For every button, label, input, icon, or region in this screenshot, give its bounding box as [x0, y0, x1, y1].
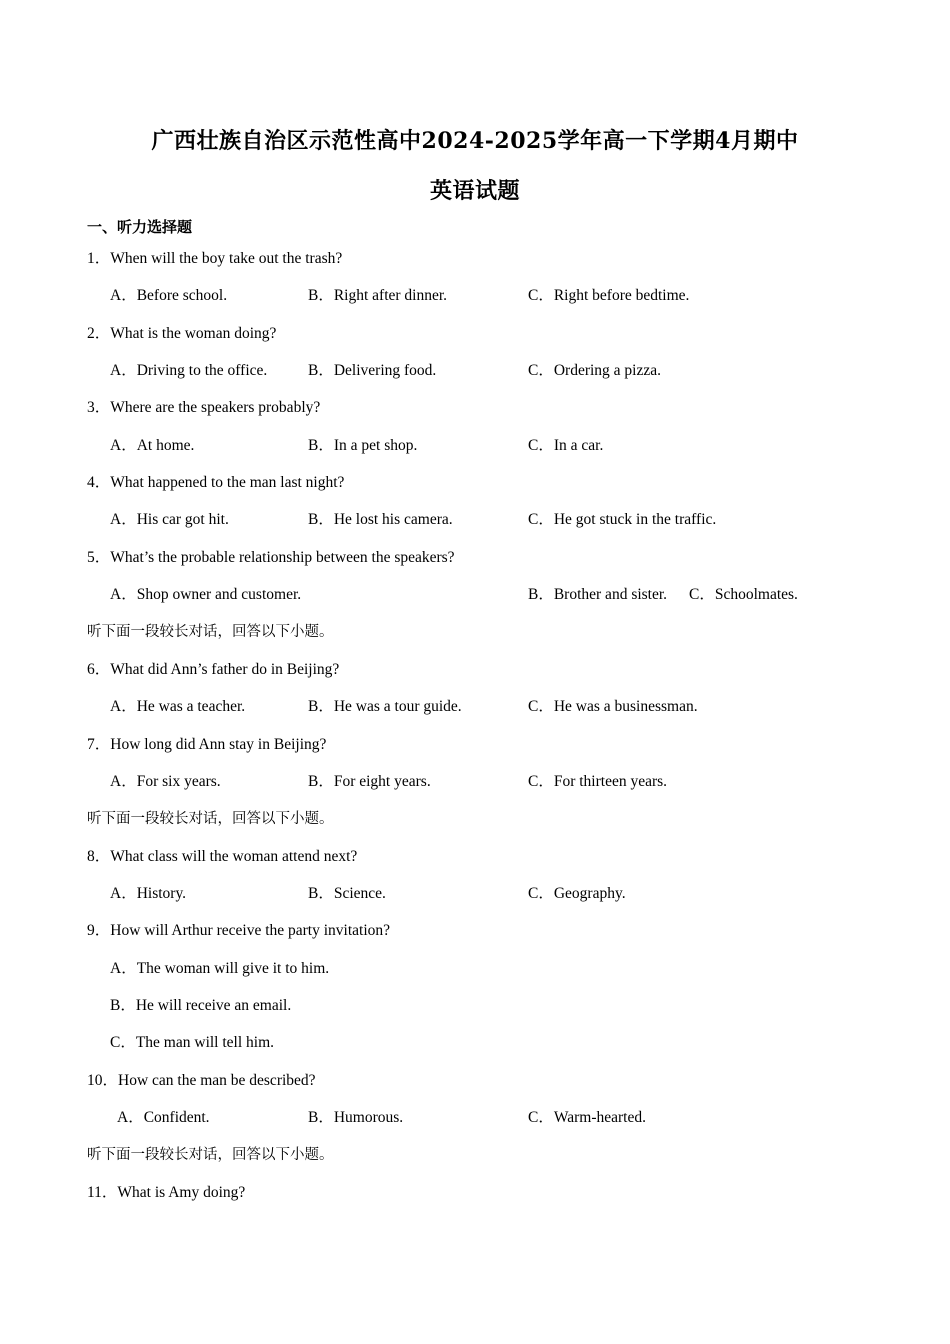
question-2-option-c: C．Ordering a pizza.: [528, 362, 661, 379]
section-heading-listening: 一、听力选择题: [87, 218, 193, 236]
question-3-option-a: A．At home.: [110, 437, 195, 454]
dialogue-instruction-3: 听下面一段较长对话，回答以下小题。: [87, 1147, 334, 1163]
question-5-option-a: A．Shop owner and customer.: [110, 586, 302, 603]
question-4-option-b: B．He lost his camera.: [308, 511, 453, 528]
question-2-stem: 2．What is the woman doing?: [87, 325, 277, 342]
question-2-option-b: B．Delivering food.: [308, 362, 437, 379]
question-8-option-c: C．Geography.: [528, 885, 626, 902]
question-5-option-b: B．Brother and sister.: [528, 586, 668, 603]
question-5-stem: 5．What’s the probable relationship between the speakers?: [87, 549, 455, 566]
exam-title: 广西壮族自治区示范性高中2024-2025学年高一下学期4月期中: [151, 128, 799, 154]
question-11-stem: 11．What is Amy doing?: [87, 1184, 246, 1201]
question-5-option-c: C．Schoolmates.: [689, 586, 798, 603]
question-7-option-c: C．For thirteen years.: [528, 773, 668, 790]
dialogue-instruction-1: 听下面一段较长对话，回答以下小题。: [87, 624, 334, 640]
question-10-option-c: C．Warm-hearted.: [528, 1109, 646, 1126]
question-7-option-a: A．For six years.: [110, 773, 221, 790]
question-4-option-c: C．He got stuck in the traffic.: [528, 511, 717, 528]
question-3-stem: 3．Where are the speakers probably?: [87, 399, 321, 416]
question-9-option-a: A．The woman will give it to him.: [110, 960, 330, 977]
question-10-option-a: A．Confident.: [117, 1109, 210, 1126]
question-10-option-b: B．Humorous.: [308, 1109, 404, 1126]
question-1-option-a: A．Before school.: [110, 287, 228, 304]
question-3-option-c: C．In a car.: [528, 437, 604, 454]
question-6-option-a: A．He was a teacher.: [110, 698, 246, 715]
question-4-option-a: A．His car got hit.: [110, 511, 229, 528]
dialogue-instruction-2: 听下面一段较长对话，回答以下小题。: [87, 811, 334, 827]
question-8-stem: 8．What class will the woman attend next?: [87, 848, 358, 865]
question-8-option-a: A．History.: [110, 885, 187, 902]
exam-subject-title: 英语试题: [429, 178, 520, 204]
question-2-option-a: A．Driving to the office.: [110, 362, 268, 379]
question-7-stem: 7．How long did Ann stay in Beijing?: [87, 736, 327, 753]
question-4-stem: 4．What happened to the man last night?: [87, 474, 345, 491]
question-9-stem: 9．How will Arthur receive the party invitation?: [87, 922, 391, 939]
question-1-stem: 1．When will the boy take out the trash?: [87, 250, 343, 267]
question-10-stem: 10．How can the man be described?: [87, 1072, 316, 1089]
question-6-option-c: C．He was a businessman.: [528, 698, 698, 715]
question-3-option-b: B．In a pet shop.: [308, 437, 418, 454]
question-1-option-c: C．Right before bedtime.: [528, 287, 690, 304]
question-6-stem: 6．What did Ann’s father do in Beijing?: [87, 661, 340, 678]
question-1-option-b: B．Right after dinner.: [308, 287, 448, 304]
question-9-option-b: B．He will receive an email.: [110, 997, 292, 1014]
question-9-option-c: C．The man will tell him.: [110, 1034, 275, 1051]
question-8-option-b: B．Science.: [308, 885, 386, 902]
question-7-option-b: B．For eight years.: [308, 773, 431, 790]
question-6-option-b: B．He was a tour guide.: [308, 698, 462, 715]
